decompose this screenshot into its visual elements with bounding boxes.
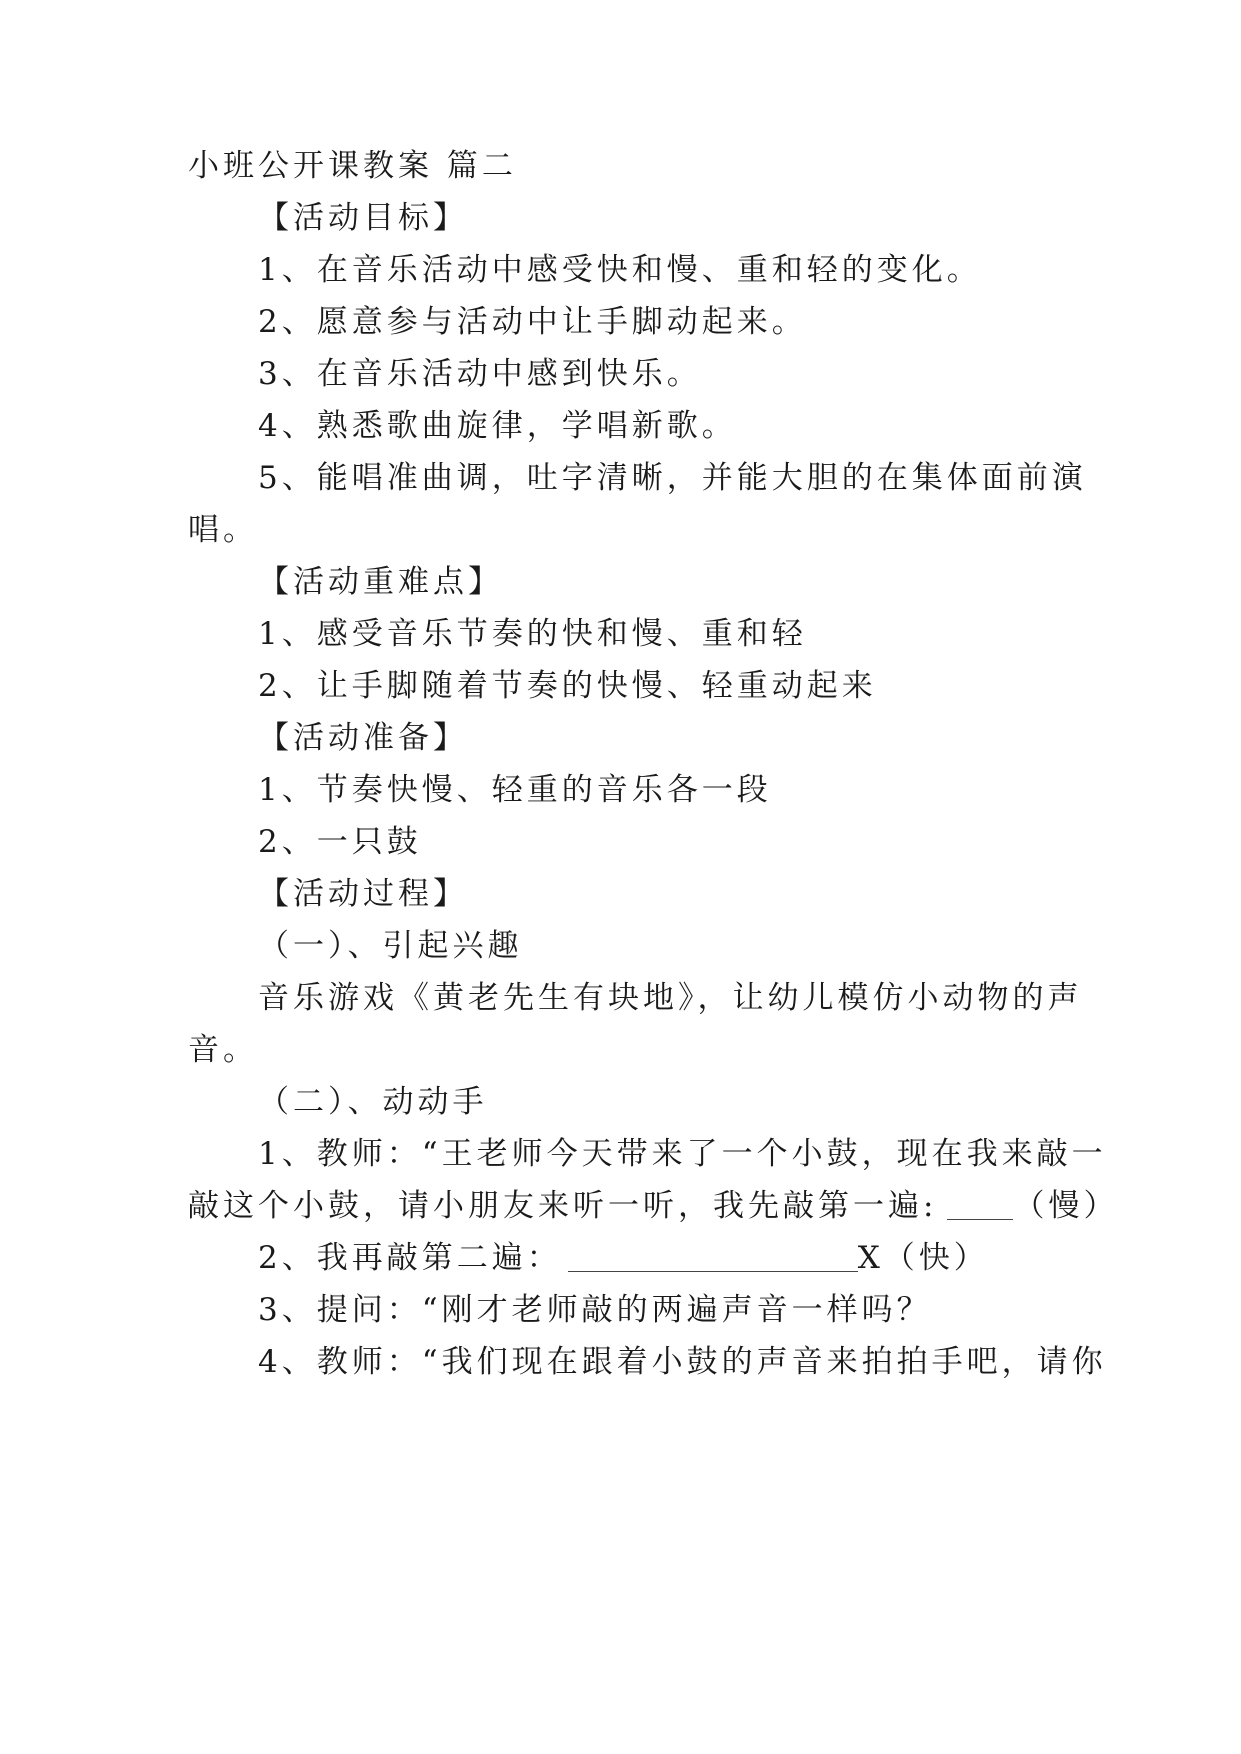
- goal-item-4: 4、熟悉歌曲旋律，学唱新歌。: [258, 408, 737, 444]
- goal-item-2: 2、愿意参与活动中让手脚动起来。: [258, 304, 807, 340]
- goal-item-3: 3、在音乐活动中感到快乐。: [258, 356, 702, 392]
- step-1-text-line1: 音乐游戏《黄老先生有块地》，让幼儿模仿小动物的声: [258, 980, 1083, 1016]
- prep-item-1: 1、节奏快慢、轻重的音乐各一段: [258, 772, 772, 808]
- para-1-line1: 1、教师：“王老师今天带来了一个小鼓，现在我来敲一: [258, 1136, 1107, 1172]
- goal-item-5-line2: 唱。: [188, 512, 258, 548]
- key-item-1: 1、感受音乐节奏的快和慢、重和轻: [258, 616, 807, 652]
- fill-blank-2: [568, 1241, 858, 1272]
- step-1-text-line2: 音。: [188, 1032, 258, 1068]
- para-1-line2: [188, 1186, 1118, 1226]
- fill-blank-1: [947, 1189, 1013, 1220]
- para-3: 3、提问：“刚才老师敲的两遍声音一样吗？: [258, 1292, 932, 1328]
- heading-key-points: 【活动重难点】: [258, 564, 503, 600]
- para-4: 4、教师：“我们现在跟着小鼓的声音来拍拍手吧，请你: [258, 1344, 1107, 1380]
- goal-item-1: 1、在音乐活动中感受快和慢、重和轻的变化。: [258, 252, 982, 288]
- step-1-title: （一）、引起兴趣: [258, 928, 523, 964]
- doc-title: 小班公开课教案 篇二: [188, 148, 517, 184]
- goal-item-5-line1: 5、能唱准曲调，吐字清晰，并能大胆的在集体面前演: [258, 460, 1087, 496]
- prep-item-2: 2、一只鼓: [258, 824, 422, 860]
- heading-preparation: 【活动准备】: [258, 720, 468, 756]
- key-item-2: 2、让手脚随着节奏的快慢、轻重动起来: [258, 668, 877, 704]
- para-1-line2-tail: （慢）: [1013, 1188, 1119, 1224]
- para-1-line2-text: 敲这个小鼓，请小朋友来听一听，我先敲第一遍:: [188, 1188, 938, 1224]
- para-2: [258, 1238, 989, 1278]
- para-2-tail: X（快）: [857, 1240, 989, 1276]
- heading-process: 【活动过程】: [258, 876, 468, 912]
- para-2-text: 2、我再敲第二遍：: [258, 1240, 562, 1276]
- heading-goal: 【活动目标】: [258, 200, 468, 236]
- step-2-title: （二）、动动手: [258, 1084, 488, 1120]
